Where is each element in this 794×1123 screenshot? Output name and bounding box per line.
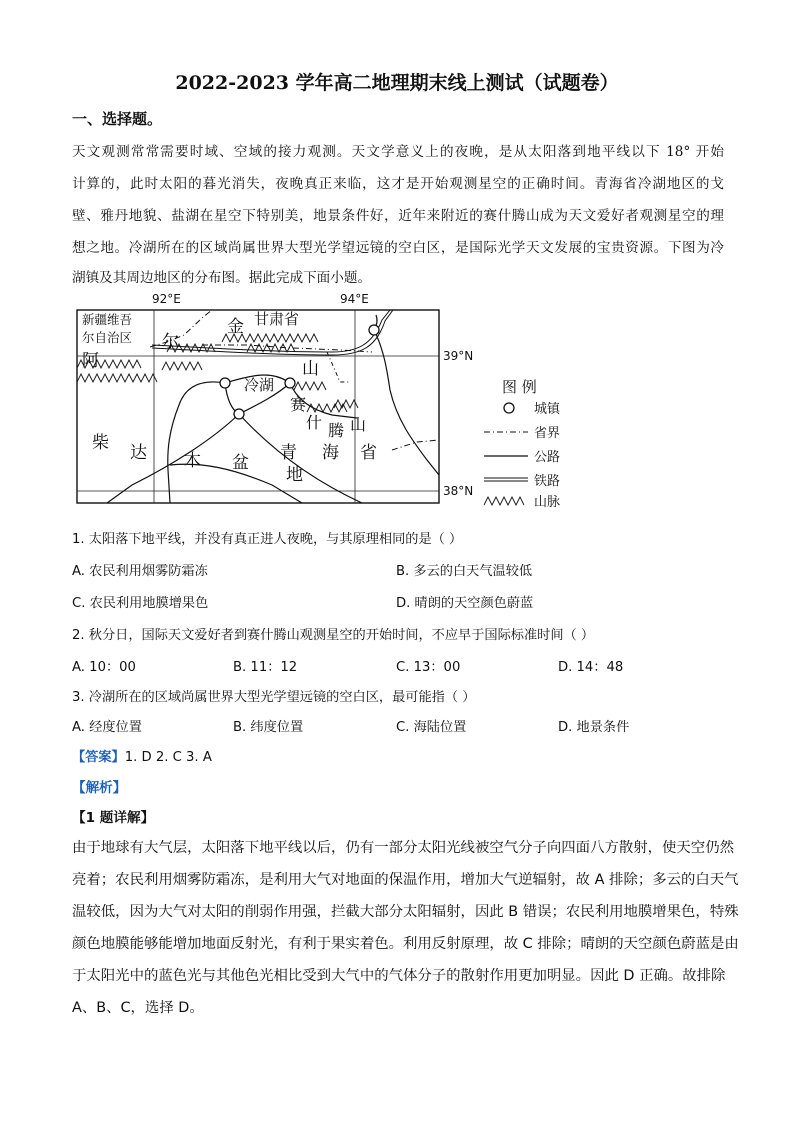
place-char: 达 (130, 443, 147, 463)
place-char: 山 (302, 359, 319, 379)
q3-option-b: B. 纬度位置 (233, 720, 304, 735)
place-char: 尔 (162, 332, 179, 352)
explanation-line: 温较低，因为大气对太阳的削弱作用强，拦截大部分太阳辐射，因此 B 错误；农民利用地膜增果色，特殊 (72, 904, 739, 920)
question-3-stem: 3. 冷湖所在的区域尚属世界大型光学望远镜的空白区，最可能指（ ） (72, 690, 476, 705)
legend-label: 铁路 (534, 474, 561, 489)
detail-label: 【1 题详解】 (72, 810, 155, 826)
map-legend (484, 378, 561, 508)
province-border-line (150, 310, 212, 347)
place-char: 海 (322, 443, 339, 463)
intro-line: 湖镇及其周边地区的分布图。据此完成下面小题。 (72, 270, 372, 286)
q2-option-b: B. 11：12 (233, 660, 298, 675)
intro-line: 壁、雅丹地貌、盐湖在星空下特别美，地景条件好，近年来附近的赛什腾山成为天文爱好者观测星空的理 (72, 208, 724, 224)
q1-option-a: A. 农民利用烟雾防霜冻 (72, 564, 208, 579)
explanation-line: 颜色地膜能够能增加地面反射光，有利于果实着色。利用反射原理，故 C 排除；晴朗的天空颜色蔚蓝是由 (72, 936, 739, 952)
legend-town-symbol (504, 403, 514, 413)
q1-option-d: D. 晴朗的天空颜色蔚蓝 (396, 596, 534, 611)
regional-map (72, 290, 592, 508)
place-char: 阿 (82, 351, 99, 371)
region-label: 尔自治区 (82, 330, 133, 345)
analysis-label: 【解析】 (72, 780, 127, 796)
legend-mountain-symbol (484, 497, 524, 505)
province-label-gansu: 甘肃省 (254, 310, 300, 328)
lon-label-94: 94°E (340, 292, 369, 306)
section-heading: 一、选择题。 (72, 110, 163, 128)
q3-option-d: D. 地景条件 (558, 720, 630, 735)
province-border-line (327, 352, 350, 382)
explanation-line: 于太阳光中的蓝色光与其他色光相比受到大气中的气体分子的散射作用更加明显。因此 D 正确。故排除 (72, 968, 726, 984)
place-char: 省 (360, 443, 377, 463)
q3-option-c: C. 海陆位置 (396, 720, 467, 735)
intro-line: 天文观测常常需要时域、空域的接力观测。天文学意义上的夜晚，是从太阳落到地平线以下 18° 开始 (72, 144, 724, 160)
place-char: 什 (306, 413, 323, 432)
q1-option-c: C. 农民利用地膜增果色 (72, 596, 209, 611)
place-char: 柴 (92, 433, 109, 453)
place-char: 盆 (232, 453, 249, 473)
legend-label: 公路 (534, 450, 561, 465)
place-char: 山 (350, 415, 367, 434)
legend-label: 山脉 (534, 495, 561, 508)
lat-label-38: 38°N (443, 484, 474, 498)
region-label: 新疆维吾 (82, 312, 133, 327)
place-char: 青 (280, 443, 297, 463)
legend-title: 图 例 (502, 378, 537, 396)
place-char: 腾 (328, 421, 345, 440)
q2-option-c: C. 13：00 (396, 660, 461, 675)
q3-option-a: A. 经度位置 (72, 720, 142, 735)
legend-label: 城镇 (534, 402, 561, 417)
intro-line: 想之地。冷湖所在的区域尚属世界大型光学望远镜的空白区，是国际光学天文发展的宝贵资源。下图为冷 (72, 240, 724, 256)
intro-line: 计算的，此时太阳的暮光消失，夜晚真正来临，这才是开始观测星空的正确时间。青海省冷湖地区的戈 (72, 176, 724, 192)
question-1-stem: 1. 太阳落下地平线，并没有真正进人夜晚，与其原理相同的是（ ） (72, 532, 463, 547)
lon-label-92: 92°E (152, 292, 181, 306)
q1-option-b: B. 多云的白天气温较低 (396, 564, 533, 579)
explanation-line: 亮着；农民利用烟雾防霜冻，是利用大气对地面的保温作用，增加大气逆辐射，故 A 排除；多云的白天气 (72, 872, 739, 888)
q2-option-a: A. 10：00 (72, 660, 136, 675)
place-char: 木 (184, 451, 201, 471)
page-title: 2022-2023 学年高二地理期末线上测试（试题卷） (175, 72, 619, 94)
question-2-stem: 2. 秋分日，国际天文爱好者到赛什腾山观测星空的开始时间，不应早于国际标准时间（ ） (72, 628, 595, 643)
answer-label: 【答案】 (72, 750, 125, 765)
answer-line (72, 746, 212, 765)
town-label-lenghu: 冷湖 (244, 376, 275, 394)
highway (107, 315, 439, 503)
answer-text: 1. D 2. C 3. A (124, 750, 212, 765)
place-char: 金 (227, 317, 244, 337)
place-char: 赛 (290, 395, 307, 414)
q2-option-d: D. 14：48 (558, 660, 624, 675)
explanation-line: A、B、C，选择 D。 (72, 1000, 204, 1016)
explanation-line: 由于地球有大气层，太阳落下地平线以后，仍有一部分太阳光线被空气分子向四面八方散射，使天空仍然 (72, 840, 734, 856)
legend-label: 省界 (534, 426, 561, 441)
lat-label-39: 39°N (443, 349, 474, 363)
place-char: 地 (286, 465, 303, 485)
